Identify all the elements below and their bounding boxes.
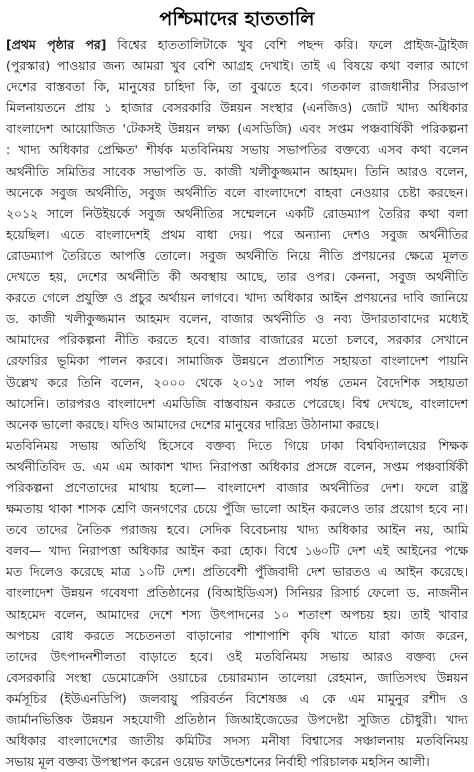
article-line: (পুরস্কার) পাওয়ার জন্য আমরা খুব বেশি আগ্রহ দেখাই। তাই এ বিষয়ে কথা বলার আগে [6,58,468,74]
article-line: ড. কাজী খলীকুজ্জমান আহমদ বলেন, বাজার অর্থনীতি ও নব্য উদারতাবাদের মধ্যেই [6,311,468,327]
article-line: হয়েছিল। এতে বাংলাদেশই প্রথম বাধা দেয়। পরে অন্যান্য দেশও সবুজ অর্থনীতির [6,226,468,242]
article-line: আসেনি। তারপরও বাংলাদেশ এমডিজি বাস্তবায়ন করতে পেরেছে। বিশ্ব দেখছে, বাংলাদেশ [6,395,468,411]
article-line: অনেক ভালো করছে। যদিও আমাদের দেশের মানুষের দারিদ্র্য উঠানামা করছে। [6,416,379,432]
news-article [6,4,468,770]
article-line: অনেকে সবুজ অর্থনীতি, সবুজ অর্থনীতি বলে বাংলাদেশে বাহবা নেওয়ার চেষ্টা করছেন। [6,184,468,200]
article-line: বলব— খাদ্য নিরাপত্তা অধিকার আইন করা হোক। বিশ্বে ১৬০টি দেশ এই আইনের পক্ষে [6,543,468,559]
article-line: অর্থনীতি সমিতির সাবেক সভাপতি ড. কাজী খলীকুজ্জমান আহমদ। তিনি আরও বলেন, [6,163,468,179]
article-line: সভায় মূল বক্তব্য উপস্থাপন করেন ওয়েভ ফাউন্ডেশনের নির্বাহী পরিচালক মহসিন আলী। [6,754,430,770]
article-line: অপচয় রোধ করতে সচেতনতা বাড়ানোর পাশাপাশি কৃষি খাতে যারা কাজ করেন, [6,627,468,643]
article-line: বাংলাদেশ উন্নয়ন গবেষণা প্রতিষ্ঠানের (বিআইডিএস) সিনিয়র রিসার্চ ফেলো ড. নাজনীন [6,585,468,601]
article-line: বেসরকারি সংস্থা ডেমোক্রেসি ওয়াচের চেয়ারম্যান তালেয়া রেহমান, জাতিসংঘ উন্নয়ন [6,669,468,685]
article-line: আমাদের পরিকল্পনা নীতি করতে হবে। বাজার বাজারের মতো চলবে, সরকার সেখানে [6,332,468,348]
article-line: ২০১২ সালে নিউইয়র্কে সবুজ অর্থনীতির সম্মেলনে একটি রোডম্যাপ তৈরির কথা বলা [6,205,468,221]
article-line: কর্মসূচির (ইউএনডিপি) জলবায়ু পরিবর্তন বিশেষজ্ঞ এ কে এম মামুনুর রশীদ ও [6,690,468,706]
article-line: তবে তাদের নৈতিক পরাজয় হবে। সেদিক বিবেচনায় খাদ্য অধিকার আইন নয়, আমি [6,522,468,538]
article-body [6,34,468,772]
article-headline: পশ্চিমাদের হাততালি [159,8,315,30]
continuation-label: [প্রথম পৃষ্ঠার পর] [6,37,107,52]
article-line: দেশের বাস্তবতা কি, মানুষের চাহিদা কি, তা বুঝতে হবে। গতকাল রাজধানীর সিরডাপ [6,79,468,95]
article-line: মত দিলেও করেছে মাত্র ১০টি দেশ। প্রতিবেশী পুঁজিবাদী দেশ ভারতও এ আইন করেছে। [6,564,468,580]
article-line: মতবিনিময় সভায় অতিথি হিসেবে বক্তব্য দিতে গিয়ে ঢাকা বিশ্ববিদ্যালয়ের শিক্ষক [6,437,468,453]
article-line: উল্লেখ করে তিনি বলেন, ২০০০ থেকে ২০১৫ সাল পর্যন্ত তেমন বৈদেশিক সহায়তা [6,374,468,390]
article-line: অধিকার বাংলাদেশের জাতীয় কমিটির সদস্য মনীষা বিশ্বাসের সঞ্চালনায় মতবিনিময় [6,733,468,749]
article-line: রেফারির ভূমিকা পালন করবে। সামাজিক উন্নয়নে প্রত্যাশিত সহায়তা বাংলাদেশ পায়নি [6,353,468,369]
article-line: করতে গেলে প্রযুক্তি ও প্রচুর অর্থায়ন লাগবে। খাদ্য অধিকার আইন প্রণয়নের দাবি জানিয়ে [6,290,468,306]
article-line: তাদের উৎপাদনশীলতা বাড়াতে হবে। ওই মতবিনিময় সভায় আরও বক্তব্য দেন [6,648,468,664]
first-line-text: বিশ্বের হাততালিটাকে খুব বেশি পছন্দ করি। ফলে প্রাইজ-ট্রাইজ [106,37,468,52]
article-line: বাংলাদেশ আয়োজিত 'টেকসই উন্নয়ন লক্ষ্য (এসডিজি) এবং সপ্তম পঞ্চবার্ষিকী পরিকল্পনা [6,121,468,137]
article-line: অর্থনীতিবিদ ড. এম এম আকাশ খাদ্য নিরাপত্তা অধিকার প্রসঙ্গে বলেন, সপ্তম পঞ্চবার্ষিকী [6,458,468,474]
article-line [6,34,468,55]
article-line: আহমেদ বলেন, আমাদের দেশে শস্য উৎপাদনের ১০ শতাংশ অপচয় হয়। তাই খাবার [6,606,468,622]
article-line: দেখতে হয়, দেশের অর্থনীতি কী অবস্থায় আছে, তার ওপর। কেননা, সবুজ অর্থনীতি [6,269,468,285]
article-line: রোডম্যাপ তৈরিতে আপত্তি তোলে। সবুজ অর্থনীতি নিয়ে নীতি প্রণয়নের ক্ষেত্রে মূলত [6,247,468,263]
article-line: মিলনায়তনে প্রায় ১ হাজার বেসরকারি উন্নয়ন সংস্থার (এনজিও) জোট খাদ্য অধিকার [6,100,468,116]
article-line: জার্মানভিত্তিক উন্নয়ন সহযোগী প্রতিষ্ঠান জিআইজেডের উপদেষ্টা সুজিত চৌধুরী। খাদ্য [6,712,468,727]
article-line: : খাদ্য অধিকার প্রেক্ষিত' শীর্ষক মতবিনিময় সভায় সভাপতির বক্তব্যে এসব কথা বলেন [6,142,468,158]
article-line: পরিকল্পনা প্রণেতাদের মাথায় হলো— বাংলাদেশ বাজার অর্থনীতির দেশ। ফলে রাষ্ট্র [6,479,468,495]
article-line: ক্ষমতায় থাকা শাসক শ্রেণি জনগণের চেয়ে পুঁজি ভালো আইন করলেও তার প্রয়োগ হবে না। [6,501,468,517]
